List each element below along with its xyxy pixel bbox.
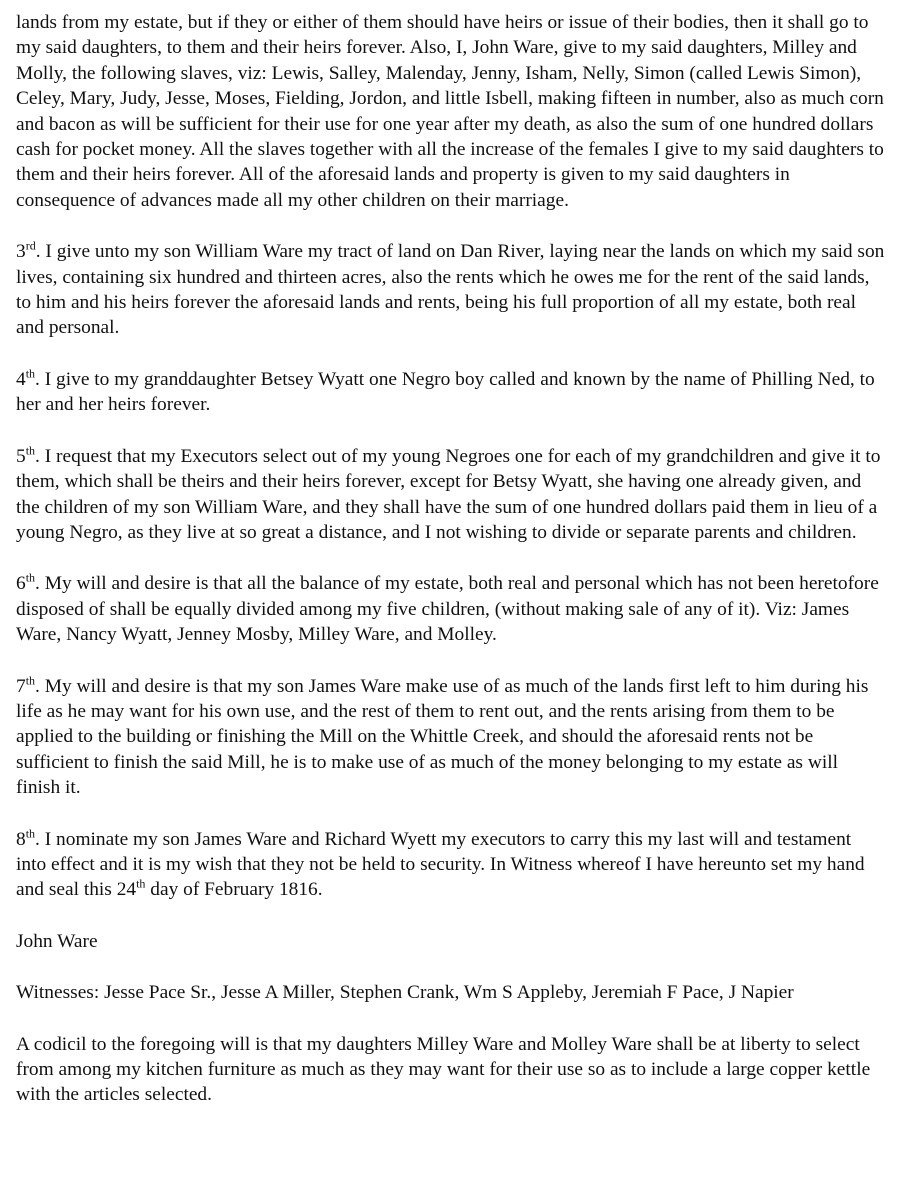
date-suffix: th <box>136 876 146 891</box>
item-number: 6th <box>16 570 36 595</box>
will-document <box>16 10 886 1134</box>
paragraph-text: . I nominate my son James Ware and Richard Wyett my executors to carry this my last will and testament into effect and it is my wish that they not be held to security. In Witness whereof I have hereunto set my hand and seal this 24 <box>16 828 865 901</box>
paragraph-third <box>16 239 886 341</box>
item-number: 7th <box>16 673 36 697</box>
paragraph-text: . My will and desire is that all the balance of my estate, both real and personal which has not been heretofore disposed of shall be equally divided among my five children, (without making sale of any of it). Viz: James Ware, Nancy Wyatt, Jenney Mosby, Milley Ware, and Molley. <box>16 573 879 646</box>
paragraph-text: . My will and desire is that my son James Ware make use of as much of the lands first left to him during his life as he may want for his own use, and the rest of them to rent out, and the rents arising from them to be applied to the building or finishing the Mill on the Whittle Creek, and should the aforesaid rents not be sufficient to finish the said Mill, he is to make use of as much of the money belonging to my estate as will finish it. <box>16 675 869 799</box>
paragraph-fourth <box>16 367 886 418</box>
witnesses-line: Witnesses: Jesse Pace Sr., Jesse A Miller, Stephen Crank, Wm S Appleby, Jeremiah F Pace, J Napier <box>16 982 794 1004</box>
paragraph-bequest-daughters: lands from my estate, but if they or either of them should have heirs or issue of their bodies, then it shall go to my said daughters, to them and their heirs forever. Also, I, John Ware, give to my said daughters, Milley and Molly, the following slaves, viz: Lewis, Salley, Malenday, Jenny, Isham, Nelly, Simon (called Lewis Simon), Celey, Mary, Judy, Jesse, Moses, Fielding, Jordon, and little Isbell, making fifteen in number, also as much corn and bacon as will be sufficient for their use for one year after my death, as also the sum of one hundred dollars cash for pocket money. All the slaves together with all the increase of the females I give to my said daughters to them and their heirs forever. All of the aforesaid lands and property is given to my said daughters in consequence of advances made all my other children on their marriage. <box>16 12 884 211</box>
paragraph-seventh <box>16 674 886 801</box>
paragraph-eighth <box>16 827 886 903</box>
signature-line: John Ware <box>16 930 98 952</box>
item-number: 5th <box>16 443 36 467</box>
item-number: 8th <box>16 826 36 850</box>
paragraph-text: . I request that my Executors select out of my young Negroes one for each of my grandchildren and give it to them, which shall be theirs and their heirs forever, except for Betsy Wyatt, she having one already given, and the children of my son William Ware, and they shall have the sum of one hundred dollars paid them in lieu of a young Negro, as they live at so great a distance, and I not wishing to divide or separate parents and children. <box>16 445 881 543</box>
paragraph-fifth <box>16 444 886 546</box>
item-number: 3rd <box>16 238 36 263</box>
codicil-paragraph: A codicil to the foregoing will is that my daughters Milley Ware and Molley Ware shall be at liberty to select from among my kitchen furniture as much as they may want for their use so as to include a large copper kettle with the articles selected. <box>16 1033 871 1106</box>
item-number: 4th <box>16 366 36 390</box>
paragraph-text: . I give unto my son William Ware my tract of land on Dan River, laying near the lands on which my said son lives, containing six hundred and thirteen acres, also the rents which he owes me for the rent of the said lands, to him and his heirs forever the aforesaid lands and rents, being his full proportion of all my estate, both real and personal. <box>16 241 885 339</box>
paragraph-text-end: day of February 1816. <box>145 879 323 901</box>
paragraph-sixth <box>16 571 886 647</box>
paragraph-text: . I give to my granddaughter Betsey Wyatt one Negro boy called and known by the name of Philling Ned, to her and her heirs forever. <box>16 368 875 416</box>
